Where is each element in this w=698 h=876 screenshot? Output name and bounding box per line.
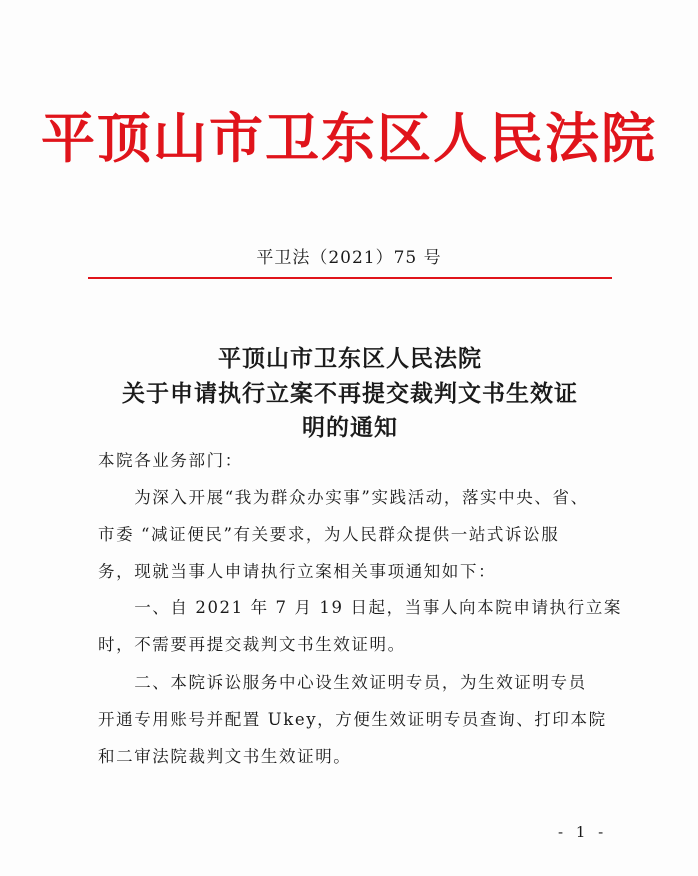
title-line-2: 关于申请执行立案不再提交裁判文书生效证 — [122, 381, 578, 407]
paragraph-1-line-1: 为深入开展“我为群众办实事”实践活动，落实中央、省、 — [98, 488, 589, 507]
paragraph-2-line-1: 一、自 2021 年 7 月 19 日起，当事人向本院申请执行立案 — [98, 598, 622, 617]
title-line-1: 平顶山市卫东区人民法院 — [218, 346, 482, 372]
paragraph-1-line-2: 市委 “减证便民”有关要求，为人民群众提供一站式诉讼服 — [98, 525, 560, 544]
page-number: - 1 - — [558, 823, 608, 841]
paragraph-3-line-1: 二、本院诉讼服务中心设生效证明专员，为生效证明专员 — [98, 673, 587, 692]
paragraph-3-line-2: 开通专用账号并配置 Ukey，方便生效证明专员查询、打印本院 — [98, 710, 607, 729]
title-line-3: 明的通知 — [302, 415, 398, 441]
red-divider-line — [88, 277, 612, 279]
paragraph-3-line-3: 和二审法院裁判文书生效证明。 — [98, 747, 352, 766]
salutation: 本院各业务部门： — [98, 451, 243, 470]
paragraph-2-line-2: 时，不需要再提交裁判文书生效证明。 — [98, 635, 406, 654]
paragraph-1-line-3: 务，现就当事人申请执行立案相关事项通知如下： — [98, 562, 497, 581]
document-number: 平卫法（2021）75 号 — [256, 248, 442, 268]
issuing-authority-header: 平顶山市卫东区人民法院 — [41, 106, 657, 170]
